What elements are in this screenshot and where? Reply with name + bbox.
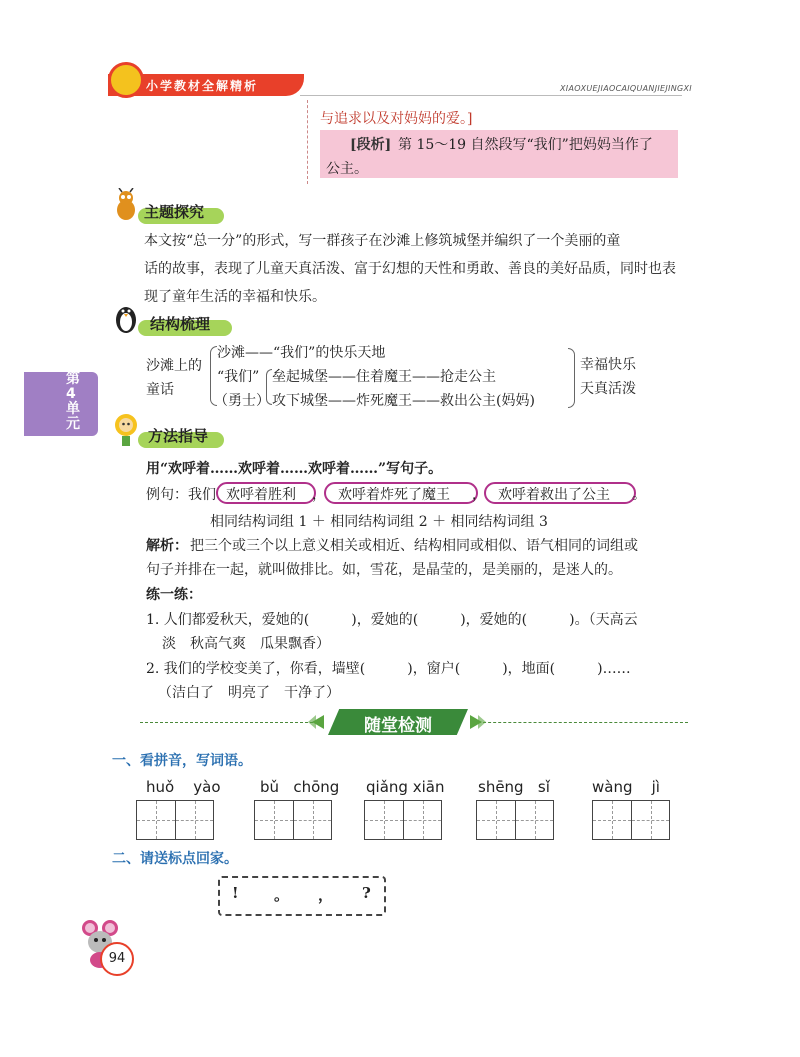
theme-heading: 主题探究 xyxy=(144,203,205,221)
example-comma-1: ， xyxy=(312,487,326,503)
analysis-line-1: 第 15～19 自然段写“我们”把妈妈当作了 xyxy=(398,137,653,153)
practice-label: 练一练： xyxy=(146,587,202,603)
header-pinyin-title: XIAOXUEJIAOCAIQUANJIEJINGXI xyxy=(560,84,692,93)
note-line: 与追求以及对妈妈的爱。] xyxy=(320,111,473,127)
structure-row-1: 沙滩——“我们”的快乐天地 xyxy=(217,345,386,361)
pinyin-1: huǒ yào xyxy=(146,778,221,796)
arrow-right-icon xyxy=(470,715,486,729)
analysis-line-2: 公主。 xyxy=(326,161,368,177)
punct-period: 。 xyxy=(274,886,290,904)
penguin-mascot-icon xyxy=(112,300,140,334)
practice-2-line-2: （洁白了 明亮了 干净了） xyxy=(158,685,340,701)
structure-brace-right xyxy=(568,348,575,408)
pinyin-4: shēng sǐ xyxy=(478,778,550,796)
structure-row-3: 攻下城堡——炸死魔王——救出公主(妈妈) xyxy=(272,393,535,409)
example-period: 。 xyxy=(632,487,646,503)
writing-grid-1[interactable] xyxy=(136,800,214,840)
test-badge-label: 随堂检测 xyxy=(364,716,432,736)
example-label: 例句：我们 xyxy=(146,487,216,503)
writing-grid-5[interactable] xyxy=(592,800,670,840)
analysis-tag: [段析] xyxy=(350,137,392,153)
theme-line-1: 本文按“总一分”的形式，写一群孩子在沙滩上修筑城堡并编织了一个美丽的童 xyxy=(144,233,621,249)
ant-mascot-icon xyxy=(112,188,140,222)
header-rule xyxy=(300,95,682,96)
structure-mid-label-2: （勇士） xyxy=(214,393,270,409)
structure-row-2: 垒起城堡——住着魔王——抢走公主 xyxy=(272,369,496,385)
practice-1-line-1: 1. 人们都爱秋天，爱她的( )，爱她的( )，爱她的( )。（天高云 xyxy=(146,612,638,628)
punctuation-box xyxy=(218,876,386,916)
header-title: 小学教材全解精析 xyxy=(146,79,259,93)
punct-question: ? xyxy=(362,884,371,902)
method-analysis-line-1: 把三个或三个以上意义相关或相近、结构相同或相似、语气相同的词组或 xyxy=(190,538,638,554)
writing-grid-2[interactable] xyxy=(254,800,332,840)
writing-grid-4[interactable] xyxy=(476,800,554,840)
structure-result-2: 天真活泼 xyxy=(580,381,636,397)
divider-rule-right xyxy=(478,722,688,723)
question-2-title: 二、请送标点回家。 xyxy=(112,851,238,867)
note-divider xyxy=(307,100,308,184)
method-analysis-line-2: 句子并排在一起，就叫做排比。如，雪花，是晶莹的，是美丽的，是迷人的。 xyxy=(146,562,622,578)
punct-comma: ， xyxy=(318,886,334,904)
practice-1-line-2: 淡 秋高气爽 瓜果飘香） xyxy=(162,636,330,652)
structure-heading: 结构梳理 xyxy=(150,315,211,333)
analysis-label: 解析： xyxy=(146,538,188,554)
method-heading: 方法指导 xyxy=(148,427,209,445)
writing-grid-3[interactable] xyxy=(364,800,442,840)
practice-2-line-1: 2. 我们的学校变美了，你看，墙壁( )，窗户( )，地面( )…… xyxy=(146,661,631,677)
pinyin-2: bǔ chōng xyxy=(260,778,340,796)
structure-formula: 相同结构词组 1 ＋ 相同结构词组 2 ＋ 相同结构词组 3 xyxy=(210,514,548,530)
theme-line-3: 现了童年生活的幸福和快乐。 xyxy=(144,289,326,305)
flower-mascot-icon xyxy=(112,412,140,446)
theme-line-2: 话的故事，表现了儿童天真活泼、富于幻想的天性和勇敢、善良的美好品质，同时也表 xyxy=(144,261,676,277)
structure-root-label-1: 沙滩上的 xyxy=(146,358,202,374)
example-phrase-3: 欢呼着救出了公主 xyxy=(498,487,610,503)
structure-mid-label-1: “我们” xyxy=(217,369,260,385)
method-task: 用“欢呼着……欢呼着……欢呼着……”写句子。 xyxy=(146,461,443,477)
page-number: 94 xyxy=(108,951,126,966)
unit-tab-label: 第4单元 xyxy=(66,371,80,432)
structure-root-label-2: 童话 xyxy=(146,382,174,398)
pinyin-3: qiǎng xiān xyxy=(366,778,445,796)
unit-tab xyxy=(24,372,98,436)
punct-exclamation: ! xyxy=(232,884,239,902)
example-comma-2: ， xyxy=(472,487,486,503)
structure-result-1: 幸福快乐 xyxy=(580,357,636,373)
example-phrase-2: 欢呼着炸死了魔王 xyxy=(338,487,450,503)
arrow-left-icon xyxy=(308,715,324,729)
example-phrase-1: 欢呼着胜利 xyxy=(226,487,296,503)
divider-rule-left xyxy=(140,722,318,723)
book-logo-icon xyxy=(108,62,144,98)
question-1-title: 一、看拼音，写词语。 xyxy=(112,753,252,769)
pinyin-5: wàng jì xyxy=(592,778,660,796)
